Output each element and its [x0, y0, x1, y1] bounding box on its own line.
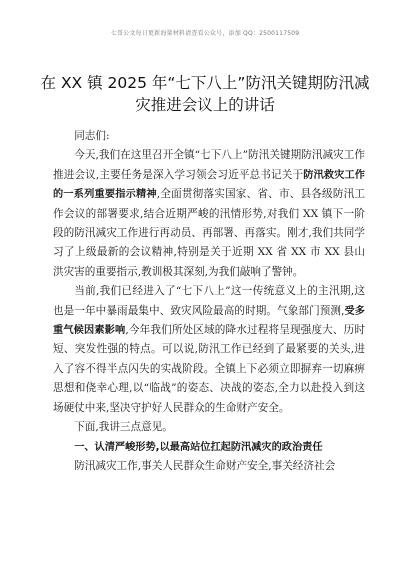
paragraph-2-emphasis: 受多重气候因素影响	[53, 305, 365, 337]
paragraph-2-text-b: ,今年我们所处区域的降水过程将呈现强度大、历时短、突发性强的特点。可以说,防汛工作已经到了最紧要的关头,进入了容不得半点闪失的实战阶段。全镇上下必须立即摒弃一切麻痹思想和侥幸心理,以“临战”的姿态、决战的姿态,全力以赴投入到这场硬仗中来,坚决守护好人民群众的生命财产安全。	[53, 324, 365, 414]
paragraph-3-text: 下面,我讲三点意见。	[74, 421, 173, 434]
paragraph-3	[53, 418, 365, 437]
section-heading	[53, 438, 365, 457]
salutation: 同志们:	[74, 130, 110, 142]
paragraph-2	[53, 282, 365, 418]
paragraph-4	[53, 457, 365, 476]
document-title: 在 XX 镇 2025 年“七下八上”防汛关键期防汛减灾推进会议上的讲话	[40, 74, 370, 114]
paragraph-1	[53, 146, 365, 282]
document-body	[53, 127, 365, 476]
paragraph-1-emphasis: 防汛救灾工作的一系列重要指示精神	[53, 169, 365, 201]
paragraph-1-text-b: ,全面贯彻落实国家、省、市、县各级防汛工作会议的部署要求,结合近期严峻的汛情形势,对我们 XX 镇下一阶段的防汛减灾工作进行再动员、再部署、再落实。刚才,我们共同学习了上级最新的会议精神,特别是关于近期 XX 省 XX 市 XX 县山洪灾害的重要指示,教训极其深刻,为我们敲响了警钟。	[53, 188, 365, 278]
paragraph-4-text: 防汛减灾工作,事关人民群众生命财产安全,事关经济社会	[74, 459, 336, 472]
header-note: 七哥公文每日更新海量材料请查看公众号，添加 QQ：2500117509	[110, 30, 300, 37]
paragraph-1-text-a: 今天,我们在这里召开全镇“七下八上”防汛关键期防汛减灾工作推进会议,主要任务是深入学习领会习近平总书记关于	[53, 149, 365, 181]
section-heading-text: 一、认清严峻形势,以最高站位扛起防汛减灾的政治责任	[74, 441, 323, 453]
paragraph-2-text-a: 当前,我们已经进入了“七下八上”这一传统意义上的主汛期,这也是一年中暴雨最集中、致灾风险最高的时期。气象部门预测,	[53, 285, 365, 317]
